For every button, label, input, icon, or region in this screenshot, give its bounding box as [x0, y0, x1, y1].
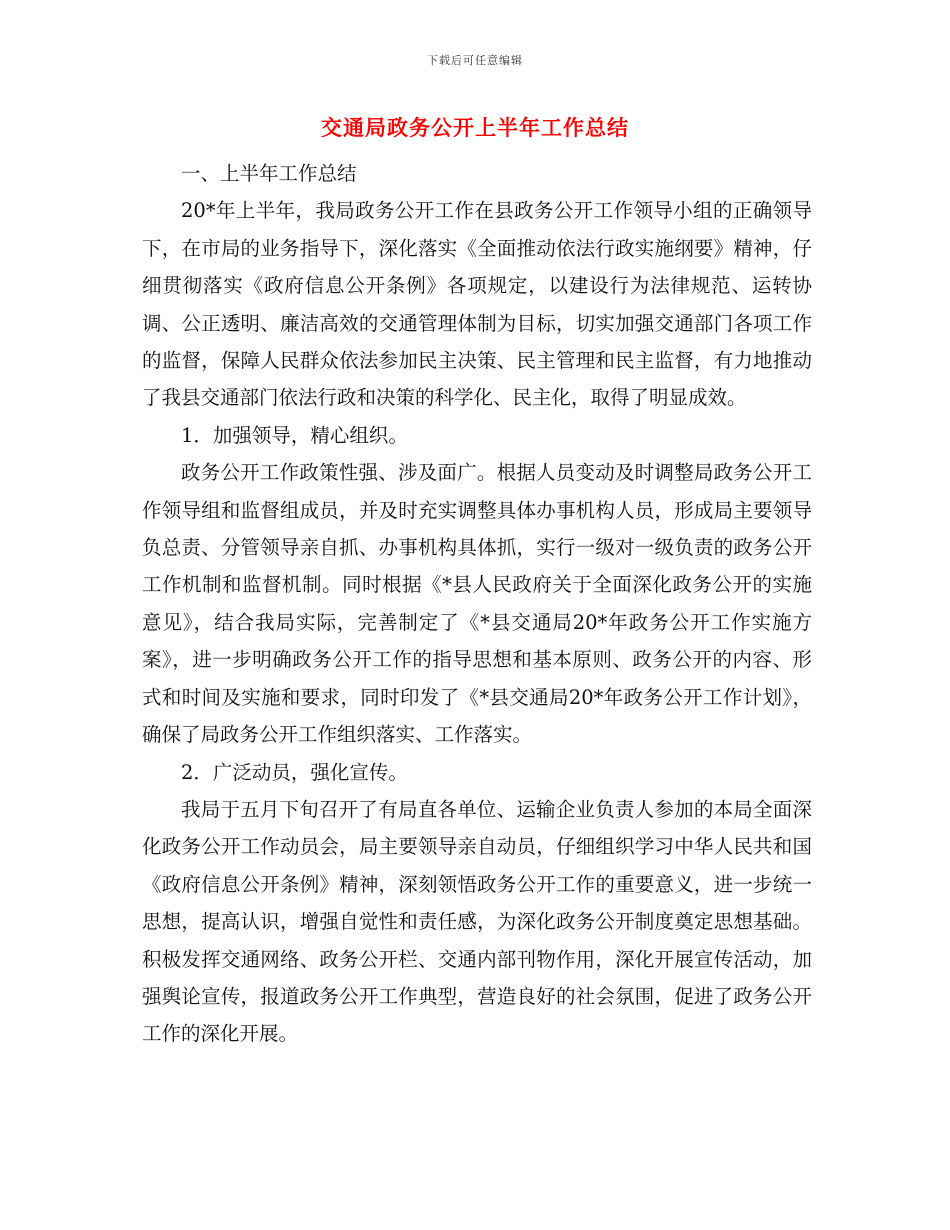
document-title: 交通局政务公开上半年工作总结	[321, 116, 629, 140]
section-heading-summary: 一、上半年工作总结	[181, 162, 357, 185]
subheading-publicity: 2．广泛动员，强化宣传。	[181, 760, 408, 784]
document-body	[142, 155, 812, 1053]
paragraph-overview: 20*年上半年，我局政务公开工作在县政务公开工作领导小组的正确领导下，在市局的业务指导下，深化落实《全面推动依法行政实施纲要》精神，仔细贯彻落实《政府信息公开条例》各项规定，以建设行为法律规范、运转协调、公正透明、廉洁高效的交通管理体制为目标，切实加强交通部门各项工作的监督，保障人民群众依法参加民主决策、民主管理和民主监督，有力地推动了我县交通部门依法行政和决策的科学化、民主化，取得了明显成效。	[142, 199, 812, 410]
header-note: 下载后可任意编辑	[427, 54, 523, 67]
paragraph-leadership: 政务公开工作政策性强、涉及面广。根据人员变动及时调整局政务公开工作领导组和监督组成员，并及时充实调整具体办事机构人员，形成局主要领导负总责、分管领导亲自抓、办事机构具体抓，实行一级对一级负责的政务公开工作机制和监督机制。同时根据《*县人民政府关于全面深化政务公开的实施意见》，结合我局实际，完善制定了《*县交通局20*年政务公开工作实施方案》，进一步明确政务公开工作的指导思想和基本原则、政务公开的内容、形式和时间及实施和要求，同时印发了《*县交通局20*年政务公开工作计划》，确保了局政务公开工作组织落实、工作落实。	[142, 461, 812, 747]
subheading-leadership: 1．加强领导，精心组织。	[181, 423, 408, 447]
paragraph-publicity: 我局于五月下旬召开了有局直各单位、运输企业负责人参加的本局全面深化政务公开工作动员会，局主要领导亲自动员，仔细组织学习中华人民共和国《政府信息公开条例》精神，深刻领悟政务公开工作的重要意义，进一步统一思想，提高认识，增强自觉性和责任感，为深化政务公开制度奠定思想基础。积极发挥交通网络、政务公开栏、交通内部刊物作用，深化开展宣传活动，加强舆论宣传，报道政务公开工作典型，营造良好的社会氛围，促进了政务公开工作的深化开展。	[142, 797, 812, 1046]
